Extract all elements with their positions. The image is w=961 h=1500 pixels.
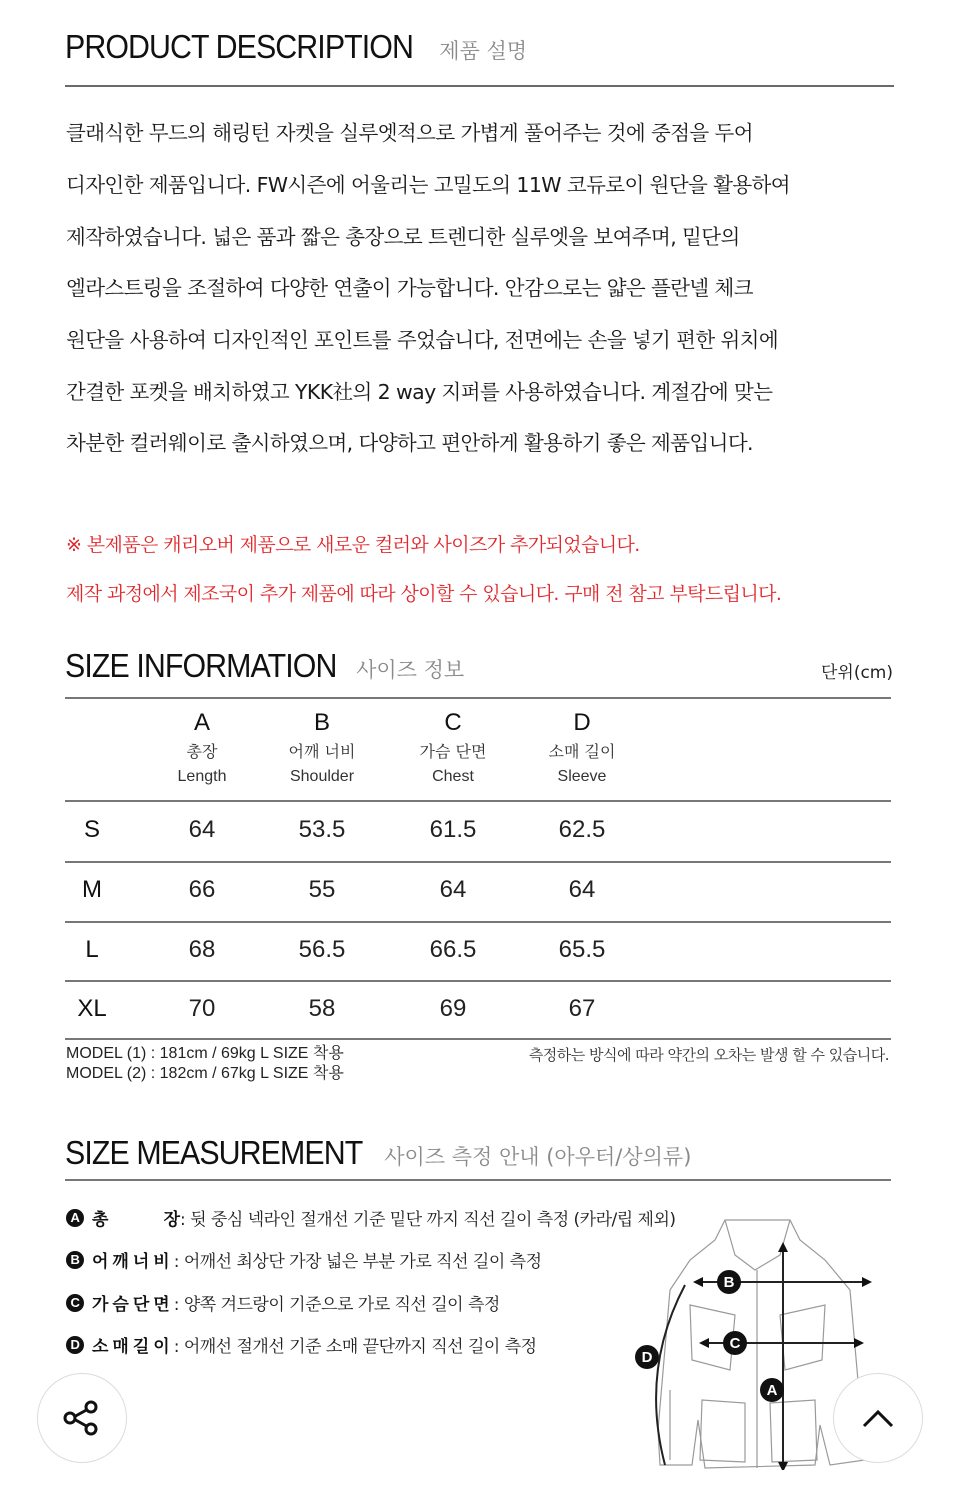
measurement-label: 소매길이 (92, 1337, 174, 1357)
product-description-header (65, 28, 527, 66)
value-chest: 61.5 (429, 816, 477, 843)
column-header-shoulder (262, 708, 382, 788)
section-title-ko: 제품 설명 (439, 39, 528, 63)
column-ko: 소매 길이 (548, 742, 616, 761)
value-chest: 66.5 (429, 936, 477, 963)
value-shoulder: 56.5 (298, 936, 346, 963)
column-en: Shoulder (289, 768, 355, 785)
table-row (65, 860, 891, 920)
measurement-desc: : 어깨선 절개선 기준 소매 끝단까지 직선 길이 측정 (173, 1337, 537, 1357)
model-info-2: MODEL (2) : 182cm / 67kg L SIZE 착용 (66, 1065, 344, 1082)
chevron-up-icon (860, 1406, 896, 1430)
size-measurement-header (65, 1134, 691, 1172)
share-icon (60, 1396, 104, 1440)
section-title-ko: 사이즈 정보 (356, 658, 465, 682)
table-row (65, 979, 891, 1039)
measurement-label: 총 장 (92, 1210, 180, 1230)
notice-line: ※ 본제품은 캐리오버 제품으로 새로운 컬러와 사이즈가 추가되었습니다. (66, 534, 640, 556)
measurement-label: 가슴단면 (92, 1295, 174, 1315)
measurement-item-length (66, 1205, 676, 1230)
share-button[interactable] (37, 1373, 127, 1463)
value-chest: 69 (439, 995, 467, 1022)
badge-b-icon: B (66, 1251, 84, 1269)
description-line: 차분한 컬러웨이로 출시하였으며, 다양하고 편안하게 활용하기 좋은 제품입니다. (66, 431, 753, 455)
table-row (65, 920, 891, 980)
table-row (65, 800, 891, 860)
column-en: Chest (432, 768, 474, 785)
value-length: 66 (188, 876, 216, 903)
value-shoulder: 53.5 (298, 816, 346, 843)
description-line: 제작하였습니다. 넓은 품과 짧은 총장으로 트렌디한 실루엣을 보여주며, 밑단의 (66, 225, 740, 249)
divider (65, 85, 894, 87)
value-sleeve: 67 (568, 995, 596, 1022)
column-letter: B (313, 709, 330, 736)
size-label: XL (77, 995, 107, 1022)
divider (65, 1179, 891, 1181)
value-shoulder: 58 (308, 995, 336, 1022)
model-info-1: MODEL (1) : 181cm / 69kg L SIZE 착용 (66, 1045, 344, 1062)
column-ko: 가슴 단면 (419, 742, 487, 761)
value-sleeve: 62.5 (558, 816, 606, 843)
column-header-length (142, 708, 262, 788)
value-sleeve: 64 (568, 876, 596, 903)
measurement-desc: : 양쪽 겨드랑이 기준으로 가로 직선 길이 측정 (173, 1295, 500, 1315)
column-header-chest (393, 708, 513, 788)
description-line: 클래식한 무드의 해링턴 자켓을 실루엣적으로 가볍게 풀어주는 것에 중점을 두어 (66, 121, 753, 145)
badge-c-icon: C (66, 1294, 84, 1312)
section-title-en: PRODUCT DESCRIPTION (65, 28, 414, 65)
column-en: Sleeve (557, 768, 607, 785)
measurement-note: 측정하는 방식에 따라 약간의 오차는 발생 할 수 있습니다. (528, 1046, 889, 1064)
description-line: 디자인한 제품입니다. FW시즌에 어울리는 고밀도의 11W 코듀로이 원단을 활용하여 (66, 173, 790, 197)
measurement-desc: : 뒷 중심 넥라인 절개선 기준 밑단 까지 직선 길이 측정 (카라/립 제외) (180, 1210, 676, 1230)
section-title-en: SIZE MEASUREMENT (65, 1134, 363, 1171)
column-en: Length (177, 768, 227, 785)
badge-a-icon: A (66, 1209, 84, 1227)
measurement-desc: : 어깨선 최상단 가장 넓은 부분 가로 직선 길이 측정 (173, 1252, 542, 1272)
description-line: 원단을 사용하여 디자인적인 포인트를 주었습니다, 전면에는 손을 넣기 편한 위치에 (66, 328, 779, 352)
unit-label: 단위(cm) (820, 663, 893, 683)
diagram-label-c: C (729, 1335, 741, 1352)
size-label: S (83, 816, 100, 843)
measurement-item-shoulder (66, 1247, 542, 1272)
measurement-label: 어깨너비 (92, 1252, 174, 1272)
table-bottom-border (65, 1038, 891, 1040)
diagram-label-d: D (641, 1349, 653, 1366)
column-letter: C (444, 709, 462, 736)
description-line: 엘라스트링을 조절하여 다양한 연출이 가능합니다. 안감으로는 얇은 플란넬 체크 (66, 276, 753, 300)
size-label: M (82, 876, 102, 903)
diagram-label-a: A (766, 1382, 778, 1399)
value-length: 70 (188, 995, 216, 1022)
diagram-label-b: B (723, 1274, 735, 1291)
value-length: 68 (188, 936, 216, 963)
measurement-item-sleeve (66, 1332, 537, 1357)
column-letter: D (573, 709, 591, 736)
section-title-en: SIZE INFORMATION (65, 647, 337, 684)
column-header-sleeve (522, 708, 642, 788)
notice-line: 제작 과정에서 제조국이 추가 제품에 따라 상이할 수 있습니다. 구매 전 참고 부탁드립니다. (66, 583, 782, 605)
table-top-border (65, 697, 891, 699)
section-title-ko: 사이즈 측정 안내 (아우터/상의류) (384, 1145, 692, 1169)
value-length: 64 (188, 816, 216, 843)
column-ko: 어깨 너비 (288, 742, 356, 761)
value-sleeve: 65.5 (558, 936, 606, 963)
scroll-to-top-button[interactable] (833, 1373, 923, 1463)
column-letter: A (193, 709, 210, 736)
badge-d-icon: D (66, 1336, 84, 1354)
value-shoulder: 55 (308, 876, 336, 903)
measurement-item-chest (66, 1290, 500, 1315)
description-line: 간결한 포켓을 배치하였고 YKK社의 2 way 지퍼를 사용하였습니다. 계절감에 맞는 (66, 380, 773, 404)
size-label: L (85, 936, 99, 963)
column-ko: 총장 (186, 742, 218, 761)
value-chest: 64 (439, 876, 467, 903)
size-information-header (65, 647, 464, 685)
